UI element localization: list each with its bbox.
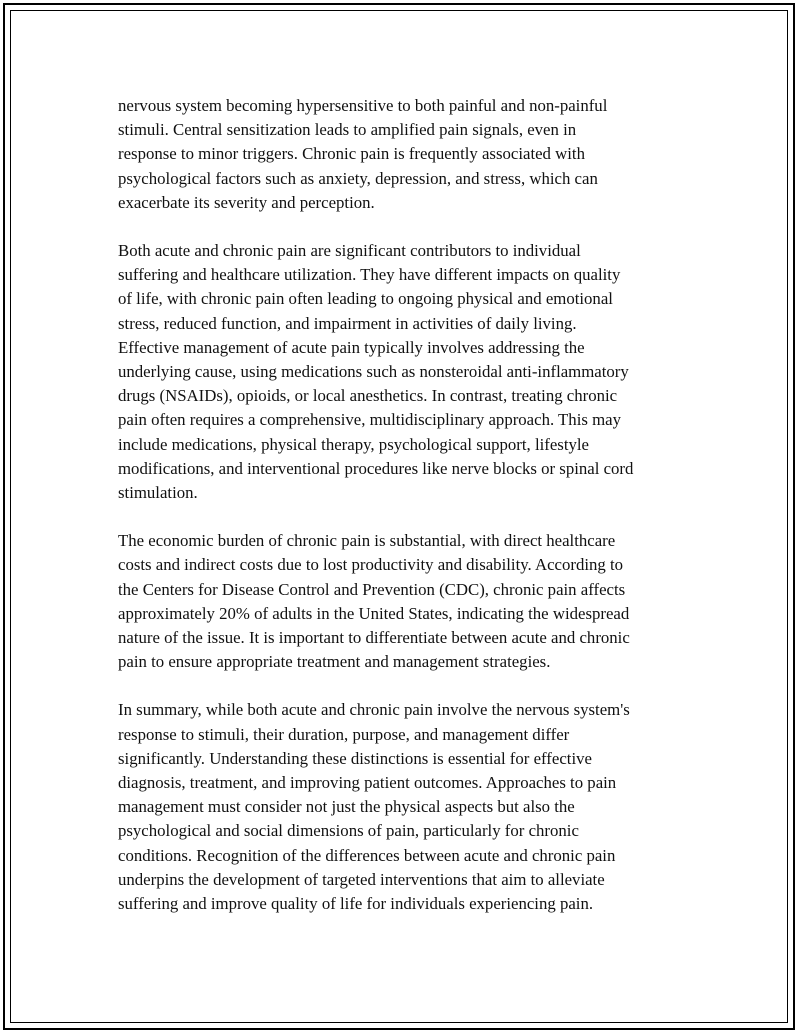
paragraph-impacts-and-management: Both acute and chronic pain are significant contributors to individual suffering and healthcare utilization. They have different impacts on quality of life, with chronic pain often leading to ongoing physical and emotional stress, reduced function, and impairment in activities of daily living. Effective management of acute pain typically involves addressing the underlying cause, using medications such as nonsteroidal anti-inflammatory drugs (NSAIDs), opioids, or local anesthetics. In contrast, treating chronic pain often requires a comprehensive, multidisciplinary approach. This may include medications, physical therapy, psychological support, lifestyle modifications, and interventional procedures like nerve blocks or spinal cord stimulation.: [118, 241, 634, 503]
paragraph-economic-burden: The economic burden of chronic pain is substantial, with direct healthcare costs and indirect costs due to lost productivity and disability. According to the Centers for Disease Control and Prevention (CDC), chronic pain affects approximately 20% of adults in the United States, indicating the widespread nature of the issue. It is important to differentiate between acute and chronic pain to ensure appropriate treatment and management strategies.: [118, 531, 630, 672]
paragraph-central-sensitization: nervous system becoming hypersensitive to both painful and non-painful stimuli. Central sensitization leads to amplified pain signals, even in response to minor triggers. Chronic pain is frequently associated with psychological factors such as anxiety, depression, and stress, which can exacerbate its severity and perception.: [118, 96, 608, 212]
document-body: [118, 94, 688, 940]
paragraph-summary: In summary, while both acute and chronic pain involve the nervous system's response to stimuli, their duration, purpose, and management differ significantly. Understanding these distinctions is essential for effective diagnosis, treatment, and improving patient outcomes. Approaches to pain management must consider not just the physical aspects but also the psychological and social dimensions of pain, particularly for chronic conditions. Recognition of the differences between acute and chronic pain underpins the development of targeted interventions that aim to alleviate suffering and improve quality of life for individuals experiencing pain.: [118, 700, 630, 914]
